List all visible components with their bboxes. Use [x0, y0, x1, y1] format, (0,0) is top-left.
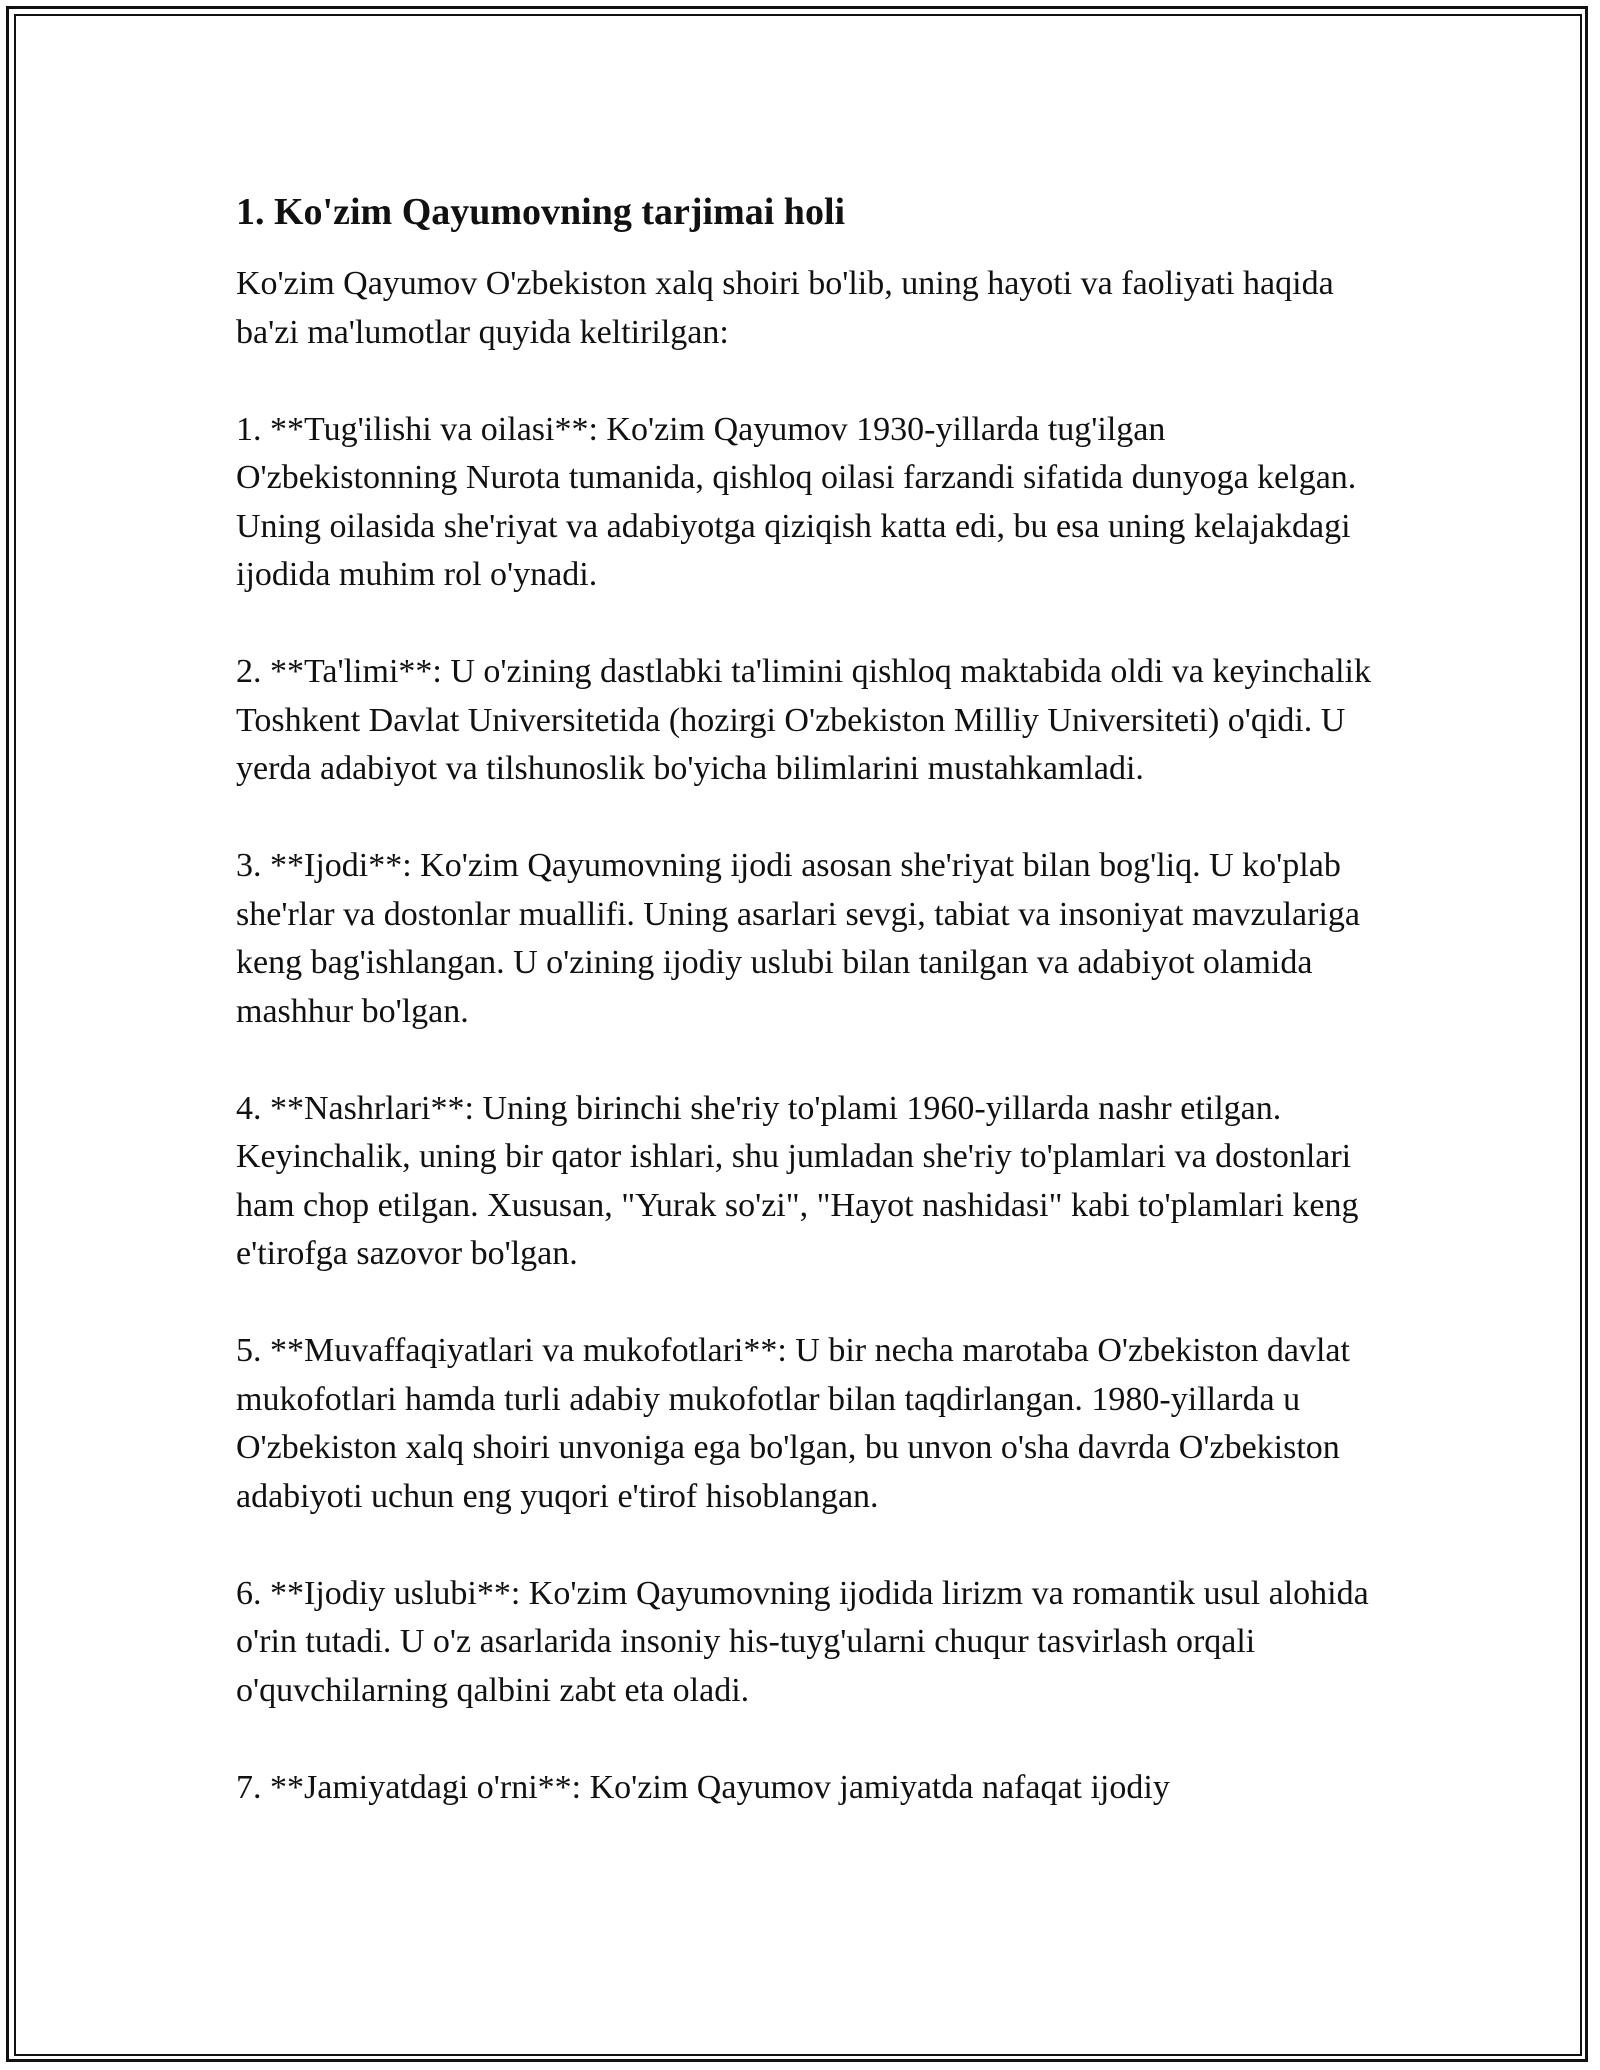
- intro-paragraph: Ko'zim Qayumov O'zbekiston xalq shoiri bo'lib, uning hayoti va faoliyati haqida ba'zi ma'lumotlar quyida keltirilgan:: [236, 265, 1334, 351]
- list-item-education: 2. **Ta'limi**: U o'zining dastlabki ta'limini qishloq maktabida oldi va keyinchalik Toshkent Davlat Universitetida (hozirgi O'zbekiston Milliy Universiteti) o'qidi. U yerda adabiyot va tilshunoslik bo'yicha bilimlarini mustahkamladi.: [236, 653, 1371, 787]
- document-title: 1. Ko'zim Qayumovning tarjimai holi: [236, 191, 846, 233]
- list-item-creative-work: 3. **Ijodi**: Ko'zim Qayumovning ijodi asosan she'riyat bilan bog'liq. U ko'plab she'rlar va dostonlar muallifi. Uning asarlari sevgi, tabiat va insoniyat mavzulariga keng bag'ishlangan. U o'zining ijodiy uslubi bilan tanilgan va adabiyot olamida mashhur bo'lgan.: [236, 847, 1361, 1030]
- document-body: [236, 186, 1386, 1861]
- list-item-achievements-awards: 5. **Muvaffaqiyatlari va mukofotlari**: U bir necha marotaba O'zbekiston davlat mukofotlari hamda turli adabiy mukofotlar bilan taqdirlangan. 1980-yillarda u O'zbekiston xalq shoiri unvoniga ega bo'lgan, bu unvon o'sha davrda O'zbekiston adabiyoti uchun eng yuqori e'tirof hisoblangan.: [236, 1332, 1350, 1515]
- list-item-birth-family: 1. **Tug'ilishi va oilasi**: Ko'zim Qayumov 1930-yillarda tug'ilgan O'zbekistonning Nurota tumanida, qishloq oilasi farzandi sifatida dunyoga kelgan. Uning oilasida she'riyat va adabiyotga qiziqish katta edi, bu esa uning kelajakdagi ijodida muhim rol o'ynadi.: [236, 410, 1357, 593]
- list-item-publications: 4. **Nashrlari**: Uning birinchi she'riy to'plami 1960-yillarda nashr etilgan. Keyinchalik, uning bir qator ishlari, shu jumladan she'riy to'plamlari va dostonlari ham chop etilgan. Xususan, "Yurak so'zi", "Hayot nashidasi" kabi to'plamlari keng e'tirofga sazovor bo'lgan.: [236, 1089, 1359, 1272]
- list-item-creative-style: 6. **Ijodiy uslubi**: Ko'zim Qayumovning ijodida lirizm va romantik usul alohida o'rin tutadi. U o'z asarlarida insoniy his-tuyg'ularni chuqur tasvirlash orqali o'quvchilarning qalbini zabt eta oladi.: [236, 1574, 1369, 1709]
- list-item-role-in-society: 7. **Jamiyatdagi o'rni**: Ko'zim Qayumov jamiyatda nafaqat ijodiy: [236, 1768, 1170, 1806]
